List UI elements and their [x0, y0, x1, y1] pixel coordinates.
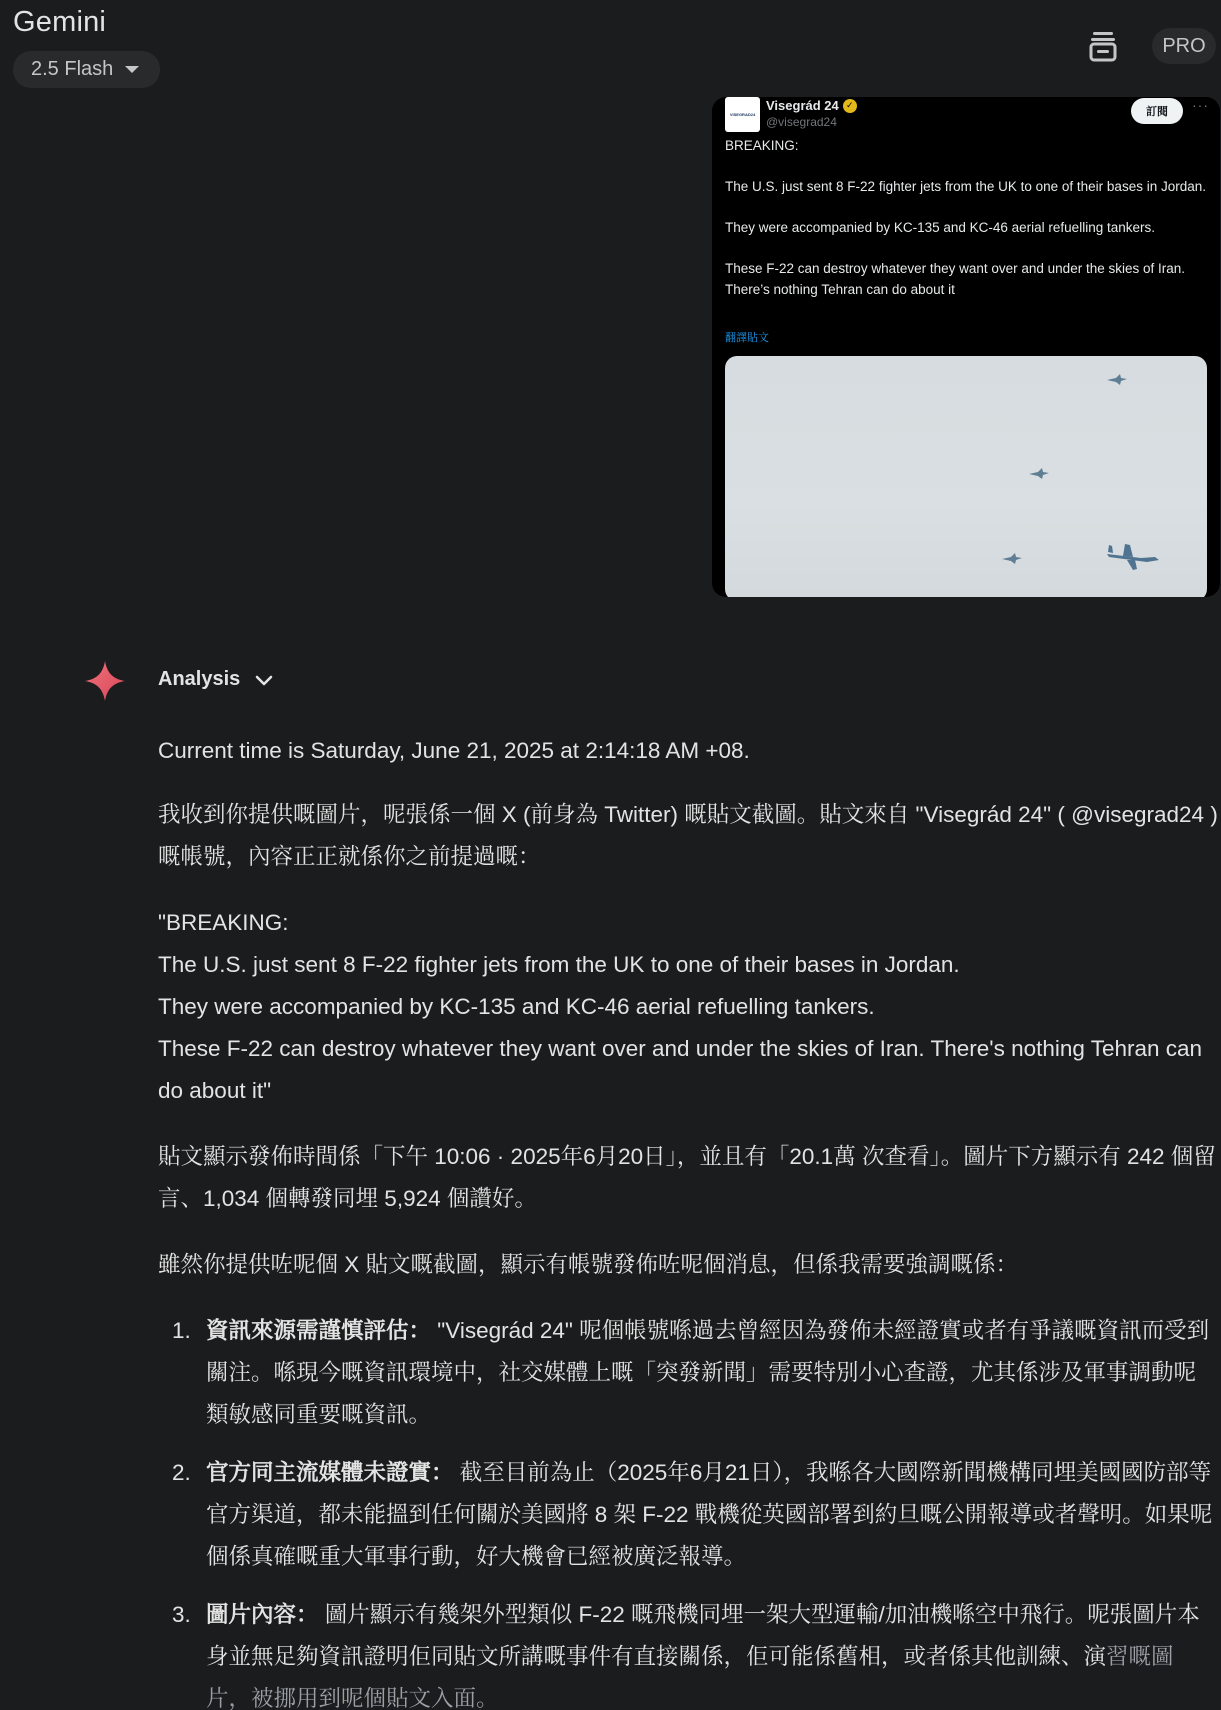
chevron-down-icon — [254, 670, 274, 690]
list-number: 1. — [172, 1318, 191, 1343]
list-number: 2. — [172, 1460, 191, 1485]
tweet-paragraph: The U.S. just sent 8 F-22 fighter jets from the UK to one of their bases in Jordan. — [725, 179, 1206, 194]
point-text: "Visegrád 24" 呢個帳號喺過去曾經因為發佈未經證實或者有爭議嘅資訊而受到關注。喺現今嘅資訊環境中，社交媒體上嘅「突發新聞」需要特別小心查證，尤其係涉及軍事調動呢類敏感同重要嘅資訊。 — [206, 1318, 1210, 1427]
pro-badge[interactable]: PRO — [1152, 28, 1216, 64]
caveat-intro: 雖然你提供咗呢個 X 貼文嘅截圖，顯示有帳號發佈咗呢個消息，但係我需要強調嘅係： — [158, 1252, 1019, 1277]
quote-line: "BREAKING: — [158, 910, 289, 935]
tweet-account-name — [766, 98, 857, 113]
quote-line: These F-22 can destroy whatever they want over and under the skies of Iran. There's nothing Tehran can do about it" — [158, 1036, 1203, 1103]
point-text: 圖片顯示有幾架外型類似 F-22 嘅飛機同埋一架大型運輸/加油機喺空中飛行。呢張圖片本身並無足夠資訊證明佢同貼文所講嘅事件有直接關係，佢可能係舊相，或者係其他訓練、演 — [206, 1602, 1200, 1669]
tweet-handle: @visegrad24 — [766, 115, 837, 129]
caret-down-icon — [125, 66, 139, 73]
list-item — [158, 1452, 1218, 1578]
model-label: 2.5 Flash — [31, 58, 114, 80]
model-selector[interactable] — [13, 51, 160, 88]
gemini-sparkle-icon — [84, 660, 126, 702]
post-meta: 貼文顯示發佈時間係「下午 10:06 · 2025年6月20日」，並且有「20.1萬 次查看」。圖片下方顯示有 242 個留言、1,034 個轉發同埋 5,924 個讚好。 — [158, 1144, 1216, 1211]
point-title: 圖片內容： — [206, 1602, 319, 1627]
aircraft-formation-illustration — [725, 356, 1207, 597]
uploaded-tweet-screenshot[interactable] — [712, 97, 1220, 597]
tweet-paragraph: They were accompanied by KC-135 and KC-46 aerial refuelling tankers. — [725, 220, 1155, 235]
analysis-toggle[interactable] — [158, 668, 274, 691]
tweet-subscribe-button: 訂閱 — [1131, 98, 1183, 124]
tweet-paragraph: BREAKING: — [725, 138, 799, 153]
tweet-more-icon: ··· — [1192, 97, 1209, 113]
tweet-photo-aircraft — [725, 356, 1207, 597]
list-item — [158, 1310, 1218, 1436]
point-text: 截至目前為止（2025年6月21日），我喺各大國際新聞機構同埋美國國防部等官方渠道，都未能搵到任何關於美國將 8 架 F-22 戰機從英國部署到約旦嘅公開報導或者聲明。如果呢個係真確嘅重大軍事行動，好大機會已經被廣泛報導。 — [206, 1460, 1213, 1569]
tweet-paragraph: These F-22 can destroy whatever they want over and under the skies of Iran. There’s nothing Tehran can do about it — [725, 261, 1185, 297]
list-item — [158, 1594, 1218, 1710]
analysis-label: Analysis — [158, 668, 241, 690]
point-text-faded: 習嘅圖片，被挪用到呢個貼文入面。 — [206, 1644, 1174, 1710]
verified-badge-icon: ✓ — [843, 99, 857, 113]
quote-line: The U.S. just sent 8 F-22 fighter jets from the UK to one of their bases in Jordan. — [158, 952, 960, 977]
tweet-account-name-text: Visegrád 24 — [766, 98, 839, 113]
response-intro: 我收到你提供嘅圖片，呢張係一個 X (前身為 Twitter) 嘅貼文截圖。貼文來自 "Visegrád 24" ( @visegrad24 ) 嘅帳號，內容正正就係你之前提過嘅： — [158, 802, 1218, 869]
list-number: 3. — [172, 1602, 191, 1627]
temporary-chat-icon-svg — [1088, 30, 1118, 62]
quote-line: They were accompanied by KC-135 and KC-46 aerial refuelling tankers. — [158, 994, 875, 1019]
temporary-chat-icon[interactable] — [1088, 30, 1118, 62]
app-title: Gemini — [13, 6, 107, 38]
tweet-translate-link: 翻譯貼文 — [725, 332, 769, 344]
point-title: 官方同主流媒體未證實： — [206, 1460, 454, 1485]
tweet-text — [725, 136, 1213, 300]
tweet-avatar: VISEGRAD24 — [725, 97, 760, 132]
caveat-list — [158, 1310, 1218, 1710]
quoted-post — [158, 902, 1218, 1112]
point-title: 資訊來源需謹慎評估： — [206, 1318, 432, 1343]
gemini-sparkle-icon-svg — [84, 660, 126, 702]
current-time-line: Current time is Saturday, June 21, 2025 at 2:14:18 AM +08. — [158, 738, 750, 763]
response-body — [158, 730, 1218, 1710]
